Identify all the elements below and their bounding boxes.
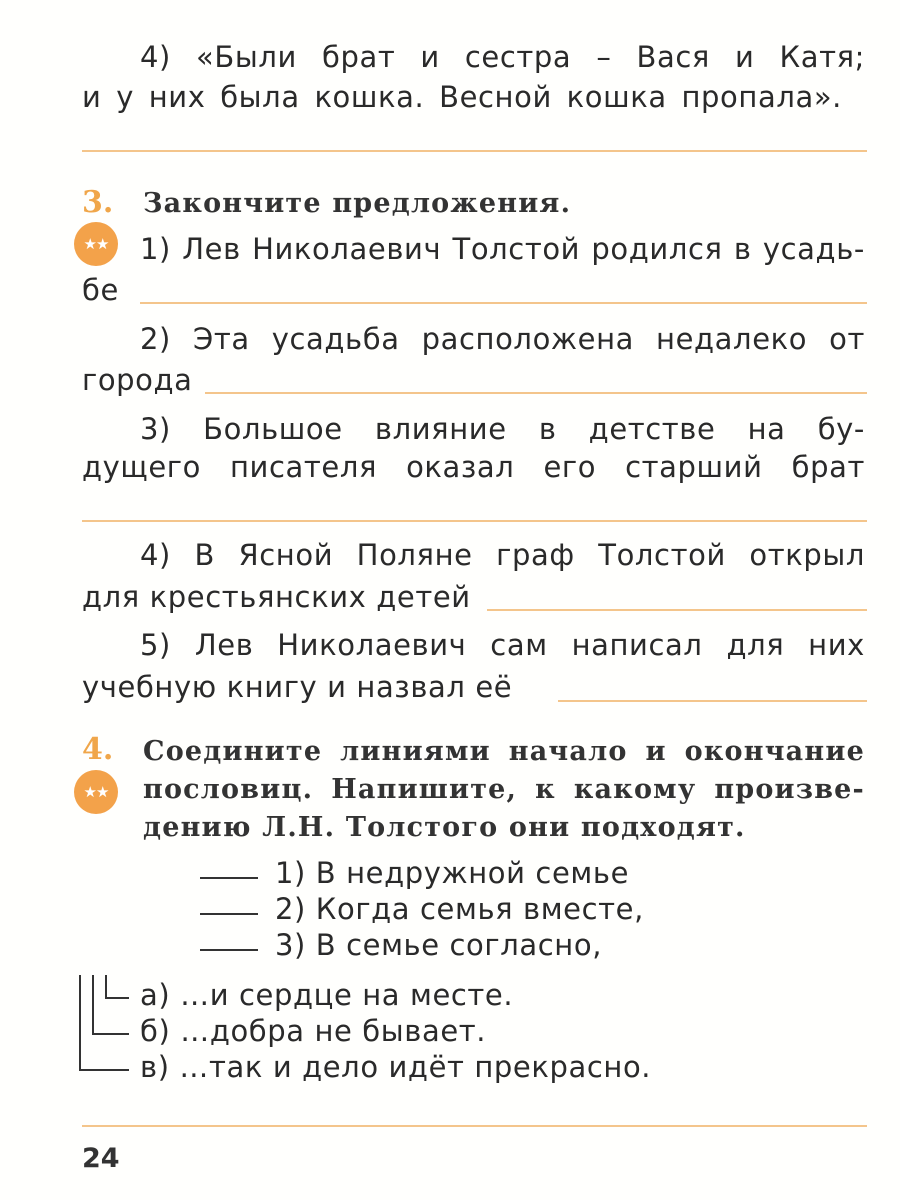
word: «Были: [196, 40, 297, 74]
word: них: [148, 80, 206, 114]
word: Катя;: [779, 40, 865, 74]
task-title-line-2: [143, 774, 865, 805]
word: 3): [140, 412, 171, 446]
word: 2): [140, 322, 171, 356]
word: Лев: [182, 232, 241, 266]
connector-bracket[interactable]: [79, 975, 129, 1071]
word: старший: [625, 450, 763, 484]
word: 1): [140, 232, 171, 266]
word: сам: [490, 628, 548, 662]
answer-field-5[interactable]: [558, 700, 867, 702]
word: писателя: [229, 450, 378, 484]
word: –: [596, 40, 612, 74]
word: кошка.: [314, 80, 425, 114]
word: Большое: [203, 412, 343, 446]
sentence-1-line-1: [140, 232, 865, 266]
task-number: 4.: [82, 732, 114, 767]
word: Эта: [192, 322, 250, 356]
connector-dash[interactable]: [200, 949, 258, 951]
word: влияние: [374, 412, 507, 446]
word: Николаевич: [252, 232, 442, 266]
word: и: [645, 736, 667, 767]
word: начало: [508, 736, 628, 767]
sentence-5-line-2: учебную книгу и назвал её: [82, 670, 513, 704]
answer-line[interactable]: [82, 150, 867, 152]
word: граф: [496, 538, 575, 572]
quote-line-1: [140, 40, 865, 74]
word: Соедините: [143, 736, 323, 767]
answer-field-1[interactable]: [140, 302, 867, 304]
task-number: 3.: [82, 185, 114, 220]
word: Толстой: [598, 538, 726, 572]
word: написал: [571, 628, 703, 662]
word: сестра: [464, 40, 572, 74]
task-title: Закончите предложения.: [143, 188, 572, 219]
word: недалеко: [656, 322, 808, 356]
word: Поляне: [356, 538, 473, 572]
word: дущего: [82, 450, 201, 484]
word: линиями: [340, 736, 491, 767]
word: в: [538, 412, 557, 446]
word: на: [747, 412, 786, 446]
word: В: [194, 538, 215, 572]
word: пропала».: [681, 80, 842, 114]
word: у: [116, 80, 134, 114]
difficulty-star-icon: ★★: [74, 222, 118, 266]
sentence-2-line-1: [140, 322, 865, 356]
word: расположена: [421, 322, 635, 356]
word: бу-: [817, 412, 865, 446]
sentence-1-line-2: бе: [82, 273, 119, 307]
word: Вася: [636, 40, 710, 74]
answer-line[interactable]: [82, 1125, 867, 1127]
word: брат: [321, 40, 396, 74]
word: Ясной: [238, 538, 334, 572]
task-title-line-3: дению Л.Н. Толстого они подходят.: [143, 812, 746, 843]
word: Николаевич: [277, 628, 467, 662]
word: в: [733, 232, 752, 266]
word: родился: [591, 232, 723, 266]
word: его: [543, 450, 597, 484]
connector-dash[interactable]: [200, 877, 258, 879]
answer-field-3[interactable]: [82, 520, 867, 522]
word: открыл: [749, 538, 865, 572]
word: какому: [573, 774, 697, 805]
word: от: [829, 322, 865, 356]
word: произве-: [714, 774, 865, 805]
word: Толстой: [452, 232, 581, 266]
proverb-end-b: б) …добра не бывает.: [140, 1014, 487, 1048]
proverb-start-2: 2) Когда семья вместе,: [275, 892, 644, 926]
word: детстве: [588, 412, 716, 446]
word: кошка: [566, 80, 667, 114]
connector-dash[interactable]: [200, 913, 258, 915]
word: Весной: [439, 80, 552, 114]
word: к: [535, 774, 556, 805]
word: Напишите,: [331, 774, 518, 805]
proverb-end-a: а) …и сердце на месте.: [140, 978, 514, 1012]
quote-line-2: [82, 80, 842, 114]
word: окончание: [684, 736, 865, 767]
sentence-3-line-1: [140, 412, 865, 446]
answer-field-4[interactable]: [487, 609, 867, 611]
difficulty-star-icon: ★★: [74, 770, 118, 814]
word: и: [420, 40, 440, 74]
word: и: [735, 40, 755, 74]
sentence-4-line-1: [140, 538, 865, 572]
page-number: 24: [82, 1143, 120, 1174]
word: брат: [791, 450, 865, 484]
word: усадь-: [762, 232, 865, 266]
word: них: [808, 628, 865, 662]
proverb-end-c: в) …так и дело идёт прекрасно.: [140, 1050, 652, 1084]
proverb-start-3: 3) В семье согласно,: [275, 928, 603, 962]
word: оказал: [406, 450, 515, 484]
word: 4): [140, 538, 171, 572]
word: была: [220, 80, 300, 114]
answer-field-2[interactable]: [205, 392, 867, 394]
word: 4): [140, 40, 171, 74]
proverb-start-1: 1) В недружной семье: [275, 856, 630, 890]
word: для: [726, 628, 785, 662]
word: усадьба: [271, 322, 400, 356]
sentence-4-line-2: для крестьянских детей: [82, 580, 471, 614]
word: Лев: [194, 628, 254, 662]
word: пословиц.: [143, 774, 314, 805]
task-title-line-1: [143, 736, 865, 767]
sentence-2-line-2: города: [82, 363, 193, 397]
sentence-3-line-2: [82, 450, 865, 484]
word: 5): [140, 628, 171, 662]
sentence-5-line-1: [140, 628, 865, 662]
word: и: [82, 80, 102, 114]
